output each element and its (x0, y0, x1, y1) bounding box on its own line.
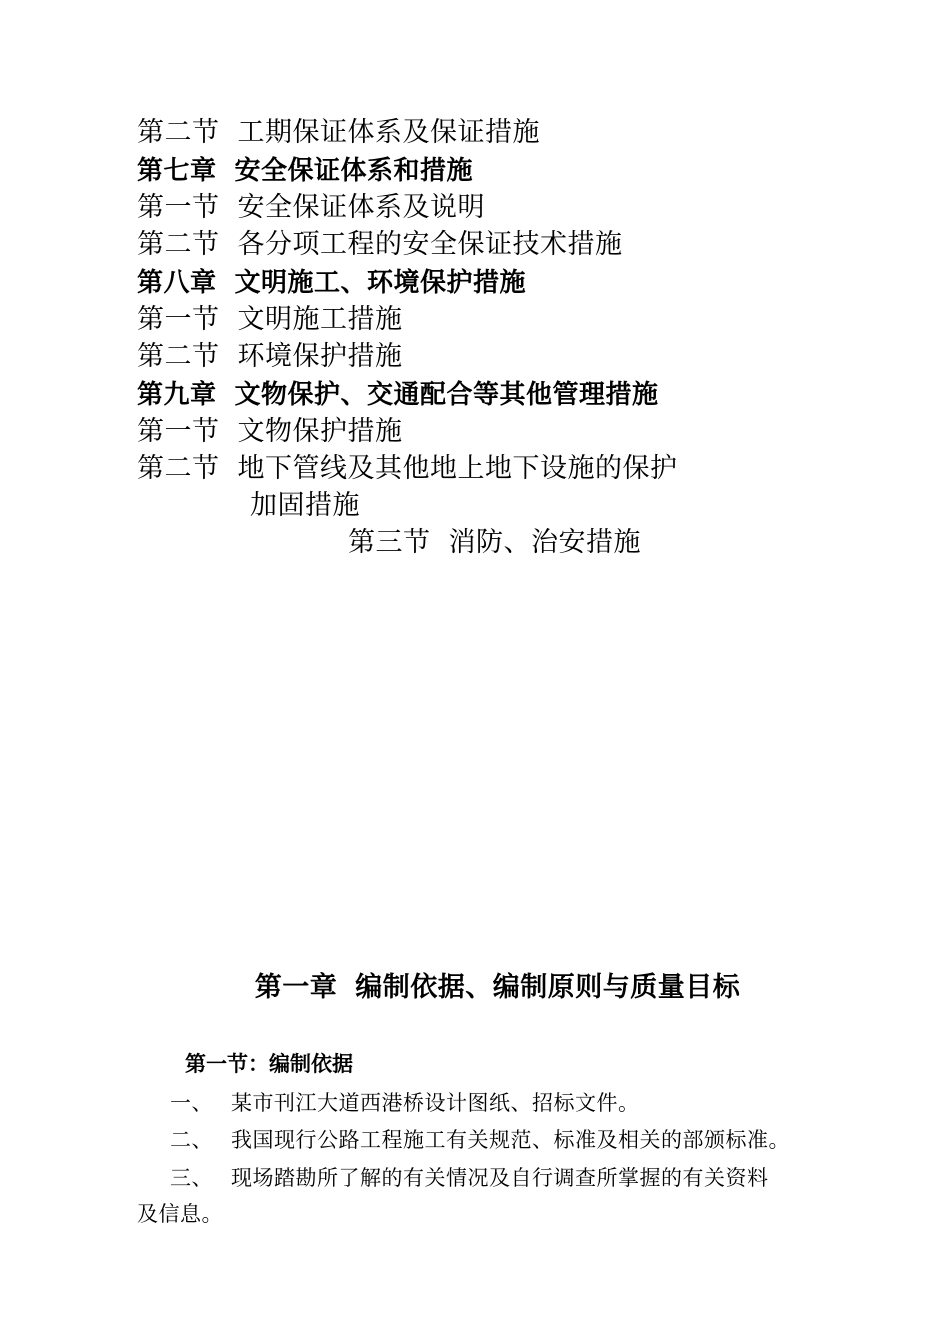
toc-entry (137, 191, 485, 225)
list-item-marker: 三、 (170, 1166, 213, 1190)
list-item (170, 1086, 640, 1120)
toc-entry-title: 地下管线及其他地上地下设施的保护 (237, 453, 678, 484)
toc-entry-number: 第一节 (137, 304, 220, 335)
toc-entry-title: 加固措施 (250, 490, 360, 521)
list-item (170, 1123, 790, 1157)
list-item-marker: 一、 (170, 1091, 213, 1115)
list-item-marker: 二、 (170, 1128, 213, 1152)
toc-entry (137, 228, 623, 262)
chapter-number: 第一章 (254, 972, 338, 1003)
toc-entry-title: 文物保护、交通配合等其他管理措施 (234, 380, 659, 410)
toc-entry-number: 第二节 (137, 453, 220, 484)
toc-entry-number: 第八章 (137, 268, 217, 298)
section-heading: 第一节：编制依据 (185, 1052, 353, 1076)
toc-entry-number: 第一节 (137, 192, 220, 223)
toc-entry (348, 526, 641, 560)
toc-entry-title: 安全保证体系和措施 (234, 156, 474, 186)
toc-entry-title: 各分项工程的安全保证技术措施 (237, 229, 623, 260)
toc-entry-number: 第九章 (137, 380, 217, 410)
list-item-text: 我国现行公路工程施工有关规范、标准及相关的部颁标准。 (231, 1128, 790, 1152)
toc-entry-number: 第二节 (137, 229, 220, 260)
toc-entry-title: 文明施工、环境保护措施 (234, 268, 527, 298)
list-item-text: 某市刊江大道西港桥设计图纸、招标文件。 (231, 1091, 640, 1115)
toc-entry-number: 第二节 (137, 117, 220, 148)
toc-entry-title: 消防、治安措施 (448, 527, 641, 558)
list-item-text: 现场踏勘所了解的有关情况及自行调查所掌握的有关资料 (231, 1166, 769, 1190)
toc-entry (137, 116, 540, 150)
list-item-continuation: 及信息。 (137, 1202, 223, 1226)
toc-entry (137, 415, 403, 449)
toc-entry (137, 452, 678, 486)
toc-entry-title: 文物保护措施 (237, 416, 403, 447)
toc-entry-number: 第二节 (137, 341, 220, 372)
toc-entry-title: 文明施工措施 (237, 304, 403, 335)
toc-chapter-entry (137, 266, 526, 300)
toc-entry-continuation (250, 489, 360, 523)
toc-entry-number: 第七章 (137, 156, 217, 186)
toc-entry-title: 工期保证体系及保证措施 (237, 117, 540, 148)
toc-entry (137, 340, 403, 374)
toc-entry-number: 第一节 (137, 416, 220, 447)
toc-entry (137, 303, 403, 337)
chapter-title: 编制依据、编制原则与质量目标 (355, 972, 741, 1003)
toc-entry-number: 第三节 (348, 527, 431, 558)
toc-chapter-entry (137, 154, 473, 188)
list-item (170, 1161, 769, 1195)
chapter-heading (0, 968, 950, 1008)
toc-chapter-entry (137, 378, 659, 412)
toc-entry-title: 安全保证体系及说明 (237, 192, 485, 223)
toc-entry-title: 环境保护措施 (237, 341, 403, 372)
